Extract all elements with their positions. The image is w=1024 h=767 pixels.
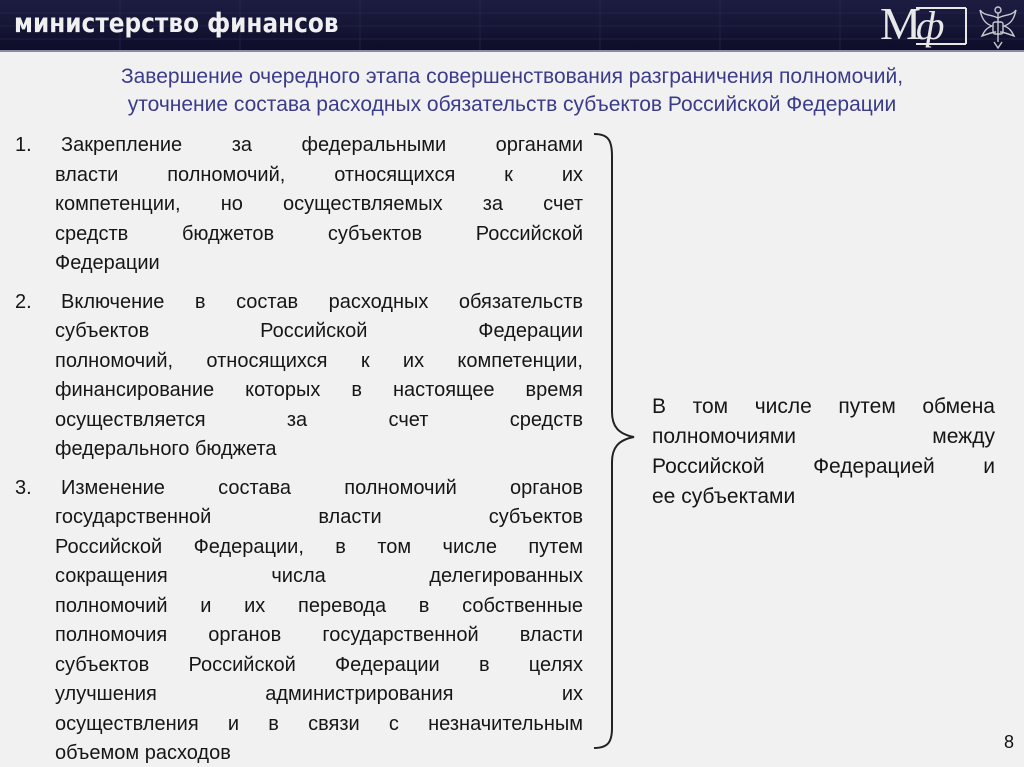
list-item-line: Включение в состав расходных обязательств bbox=[61, 290, 583, 313]
curly-brace-icon bbox=[590, 130, 642, 752]
list-item-number: 1. bbox=[15, 134, 32, 156]
list-item-line: полномочия органов государственной власти bbox=[55, 624, 583, 646]
ministry-logo bbox=[880, 2, 972, 48]
measures-list bbox=[15, 131, 583, 767]
list-item-line: Федерации bbox=[55, 252, 160, 274]
list-item-text bbox=[55, 474, 583, 767]
side-note-line: В том числе путем обмена bbox=[652, 395, 995, 418]
side-note-line: Российской Федерацией и bbox=[652, 455, 995, 478]
slide-title-line-1: Завершение очередного этапа совершенствования разграничения полномочий, bbox=[120, 65, 904, 88]
list-item-text bbox=[55, 288, 583, 465]
logo-letter-f: ф bbox=[916, 3, 945, 48]
list-item-line: сокращения числа делегированных bbox=[55, 565, 583, 587]
list-item-line: полномочий, относящихся к их компетенции, bbox=[55, 349, 583, 372]
logo-frame-lines bbox=[880, 2, 972, 50]
slide-title bbox=[0, 63, 1024, 119]
logo-letter-m: М bbox=[880, 0, 921, 49]
side-note-line: ее субъектами bbox=[652, 485, 796, 508]
list-item-line: улучшения администрирования их bbox=[55, 683, 583, 705]
list-item-1 bbox=[15, 131, 583, 279]
list-item-text bbox=[55, 131, 583, 279]
list-item-line: государственной власти субъектов bbox=[55, 506, 583, 528]
header-bar bbox=[0, 0, 1024, 52]
side-note bbox=[652, 392, 995, 512]
list-item-line: компетенции, но осуществляемых за счет bbox=[55, 193, 583, 215]
page-number: 8 bbox=[1004, 732, 1015, 752]
list-item-2 bbox=[15, 288, 583, 465]
list-item-line: осуществления и в связи с незначительным bbox=[55, 712, 583, 735]
list-item-line: власти полномочий, относящихся к их bbox=[55, 163, 583, 186]
list-item-line: субъектов Российской Федерации bbox=[55, 320, 583, 342]
slide-title-line-2: уточнение состава расходных обязательств субъектов Российской Федерации bbox=[127, 93, 897, 116]
ministry-name: министерство финансов bbox=[14, 8, 339, 39]
list-item-line: финансирование которых в настоящее время bbox=[55, 379, 583, 401]
list-item-line: Закрепление за федеральными органами bbox=[61, 134, 583, 156]
side-note-line: полномочиями между bbox=[652, 425, 995, 448]
list-item-3 bbox=[15, 474, 583, 767]
list-item-line: объемом расходов bbox=[55, 742, 231, 764]
list-item-line: осуществляется за счет средств bbox=[55, 408, 583, 431]
list-item-line: федерального бюджета bbox=[55, 438, 277, 460]
list-item-line: субъектов Российской Федерации в целях bbox=[55, 653, 583, 676]
list-item-line: средств бюджетов субъектов Российской bbox=[55, 222, 583, 245]
list-item-line: Российской Федерации, в том числе путем bbox=[55, 535, 583, 558]
list-item-line: полномочий и их перевода в собственные bbox=[55, 594, 583, 617]
list-item-number: 2. bbox=[15, 290, 32, 313]
coat-of-arms-icon bbox=[976, 2, 1020, 50]
list-item-line: Изменение состава полномочий органов bbox=[61, 476, 583, 499]
list-item-number: 3. bbox=[15, 476, 32, 499]
